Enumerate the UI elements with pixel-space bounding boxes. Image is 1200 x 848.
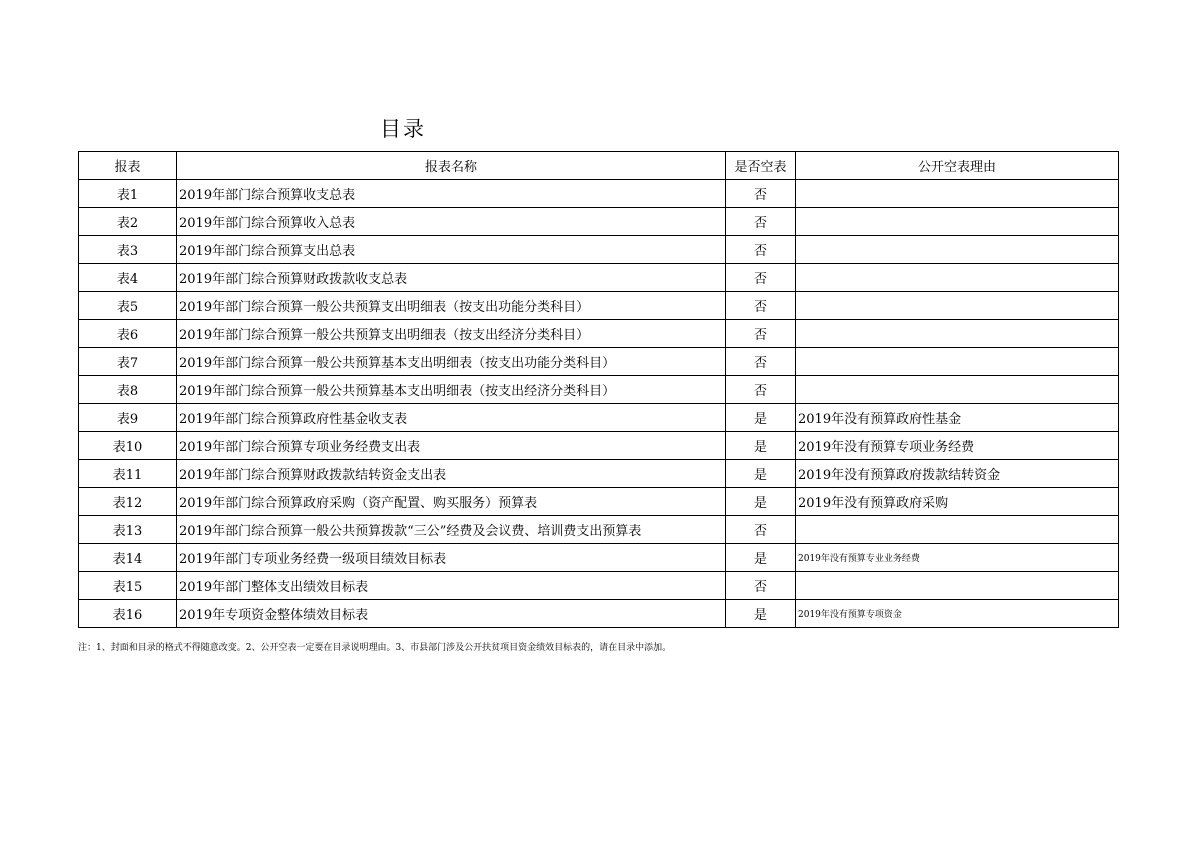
- empty-reason-cell: [796, 208, 1119, 236]
- table-row: [79, 348, 1119, 376]
- report-no-cell: 表7: [79, 348, 177, 376]
- is-empty-cell: 否: [726, 236, 796, 264]
- report-name-cell: 2019年部门综合预算专项业务经费支出表: [177, 432, 726, 460]
- table-row: [79, 292, 1119, 320]
- is-empty-cell: 否: [726, 320, 796, 348]
- report-no-cell: 表11: [79, 460, 177, 488]
- is-empty-cell: 是: [726, 460, 796, 488]
- table-row: [79, 208, 1119, 236]
- report-name-cell: 2019年部门综合预算收入总表: [177, 208, 726, 236]
- table-row: [79, 572, 1119, 600]
- table-row: [79, 320, 1119, 348]
- report-no-cell: 表12: [79, 488, 177, 516]
- report-name-cell: 2019年部门综合预算支出总表: [177, 236, 726, 264]
- report-name-cell: 2019年部门综合预算一般公共预算基本支出明细表（按支出经济分类科目）: [177, 376, 726, 404]
- is-empty-cell: 否: [726, 292, 796, 320]
- empty-reason-cell: [796, 236, 1119, 264]
- is-empty-cell: 否: [726, 572, 796, 600]
- report-no-cell: 表2: [79, 208, 177, 236]
- is-empty-cell: 是: [726, 600, 796, 628]
- is-empty-cell: 是: [726, 488, 796, 516]
- table-row: [79, 600, 1119, 628]
- is-empty-cell: 否: [726, 516, 796, 544]
- report-no-cell: 表16: [79, 600, 177, 628]
- report-name-cell: 2019年部门整体支出绩效目标表: [177, 572, 726, 600]
- empty-reason-cell: 2019年没有预算专项业务经费: [796, 432, 1119, 460]
- report-no-cell: 表1: [79, 180, 177, 208]
- report-name-cell: 2019年部门综合预算政府性基金收支表: [177, 404, 726, 432]
- table-row: [79, 404, 1119, 432]
- empty-reason-cell: [796, 180, 1119, 208]
- table-row: [79, 488, 1119, 516]
- report-no-cell: 表8: [79, 376, 177, 404]
- header-is-empty: 是否空表: [726, 152, 796, 180]
- table-row: [79, 432, 1119, 460]
- table-header-row: [79, 152, 1119, 180]
- empty-reason-cell: 2019年没有预算政府采购: [796, 488, 1119, 516]
- table-row: [79, 516, 1119, 544]
- is-empty-cell: 否: [726, 264, 796, 292]
- table-row: [79, 376, 1119, 404]
- report-no-cell: 表10: [79, 432, 177, 460]
- empty-reason-cell: 2019年没有预算专业业务经费: [796, 544, 1119, 572]
- empty-reason-cell: [796, 572, 1119, 600]
- report-no-cell: 表14: [79, 544, 177, 572]
- report-no-cell: 表6: [79, 320, 177, 348]
- report-no-cell: 表3: [79, 236, 177, 264]
- empty-reason-cell: [796, 320, 1119, 348]
- report-no-cell: 表4: [79, 264, 177, 292]
- table-row: [79, 460, 1119, 488]
- table-row: [79, 236, 1119, 264]
- report-name-cell: 2019年部门综合预算政府采购（资产配置、购买服务）预算表: [177, 488, 726, 516]
- is-empty-cell: 否: [726, 180, 796, 208]
- report-name-cell: 2019年部门综合预算财政拨款结转资金支出表: [177, 460, 726, 488]
- is-empty-cell: 是: [726, 404, 796, 432]
- is-empty-cell: 否: [726, 376, 796, 404]
- empty-reason-cell: 2019年没有预算政府拨款结转资金: [796, 460, 1119, 488]
- table-row: [79, 544, 1119, 572]
- empty-reason-cell: [796, 376, 1119, 404]
- empty-reason-cell: 2019年没有预算政府性基金: [796, 404, 1119, 432]
- report-name-cell: 2019年部门综合预算一般公共预算支出明细表（按支出功能分类科目）: [177, 292, 726, 320]
- header-report-no: 报表: [79, 152, 177, 180]
- report-name-cell: 2019年部门综合预算收支总表: [177, 180, 726, 208]
- report-no-cell: 表15: [79, 572, 177, 600]
- is-empty-cell: 否: [726, 208, 796, 236]
- table-row: [79, 264, 1119, 292]
- page-title: 目录: [380, 117, 426, 141]
- empty-reason-cell: [796, 348, 1119, 376]
- report-index-table: [78, 151, 1119, 628]
- empty-reason-cell: [796, 516, 1119, 544]
- is-empty-cell: 否: [726, 348, 796, 376]
- report-no-cell: 表9: [79, 404, 177, 432]
- is-empty-cell: 是: [726, 432, 796, 460]
- empty-reason-cell: 2019年没有预算专项资金: [796, 600, 1119, 628]
- table-row: [79, 180, 1119, 208]
- is-empty-cell: 是: [726, 544, 796, 572]
- table-body: [79, 180, 1119, 628]
- empty-reason-cell: [796, 292, 1119, 320]
- report-name-cell: 2019年部门综合预算财政拨款收支总表: [177, 264, 726, 292]
- empty-reason-cell: [796, 264, 1119, 292]
- report-no-cell: 表5: [79, 292, 177, 320]
- report-no-cell: 表13: [79, 516, 177, 544]
- footnote: 注：1、封面和目录的格式不得随意改变。2、公开空表一定要在目录说明理由。3、市县部门涉及公开扶贫项目资金绩效目标表的，请在目录中添加。: [78, 643, 672, 653]
- header-empty-reason: 公开空表理由: [796, 152, 1119, 180]
- report-name-cell: 2019年部门专项业务经费一级项目绩效目标表: [177, 544, 726, 572]
- report-name-cell: 2019年专项资金整体绩效目标表: [177, 600, 726, 628]
- report-name-cell: 2019年部门综合预算一般公共预算支出明细表（按支出经济分类科目）: [177, 320, 726, 348]
- report-name-cell: 2019年部门综合预算一般公共预算拨款“三公”经费及会议费、培训费支出预算表: [177, 516, 726, 544]
- header-report-name: 报表名称: [177, 152, 726, 180]
- report-name-cell: 2019年部门综合预算一般公共预算基本支出明细表（按支出功能分类科目）: [177, 348, 726, 376]
